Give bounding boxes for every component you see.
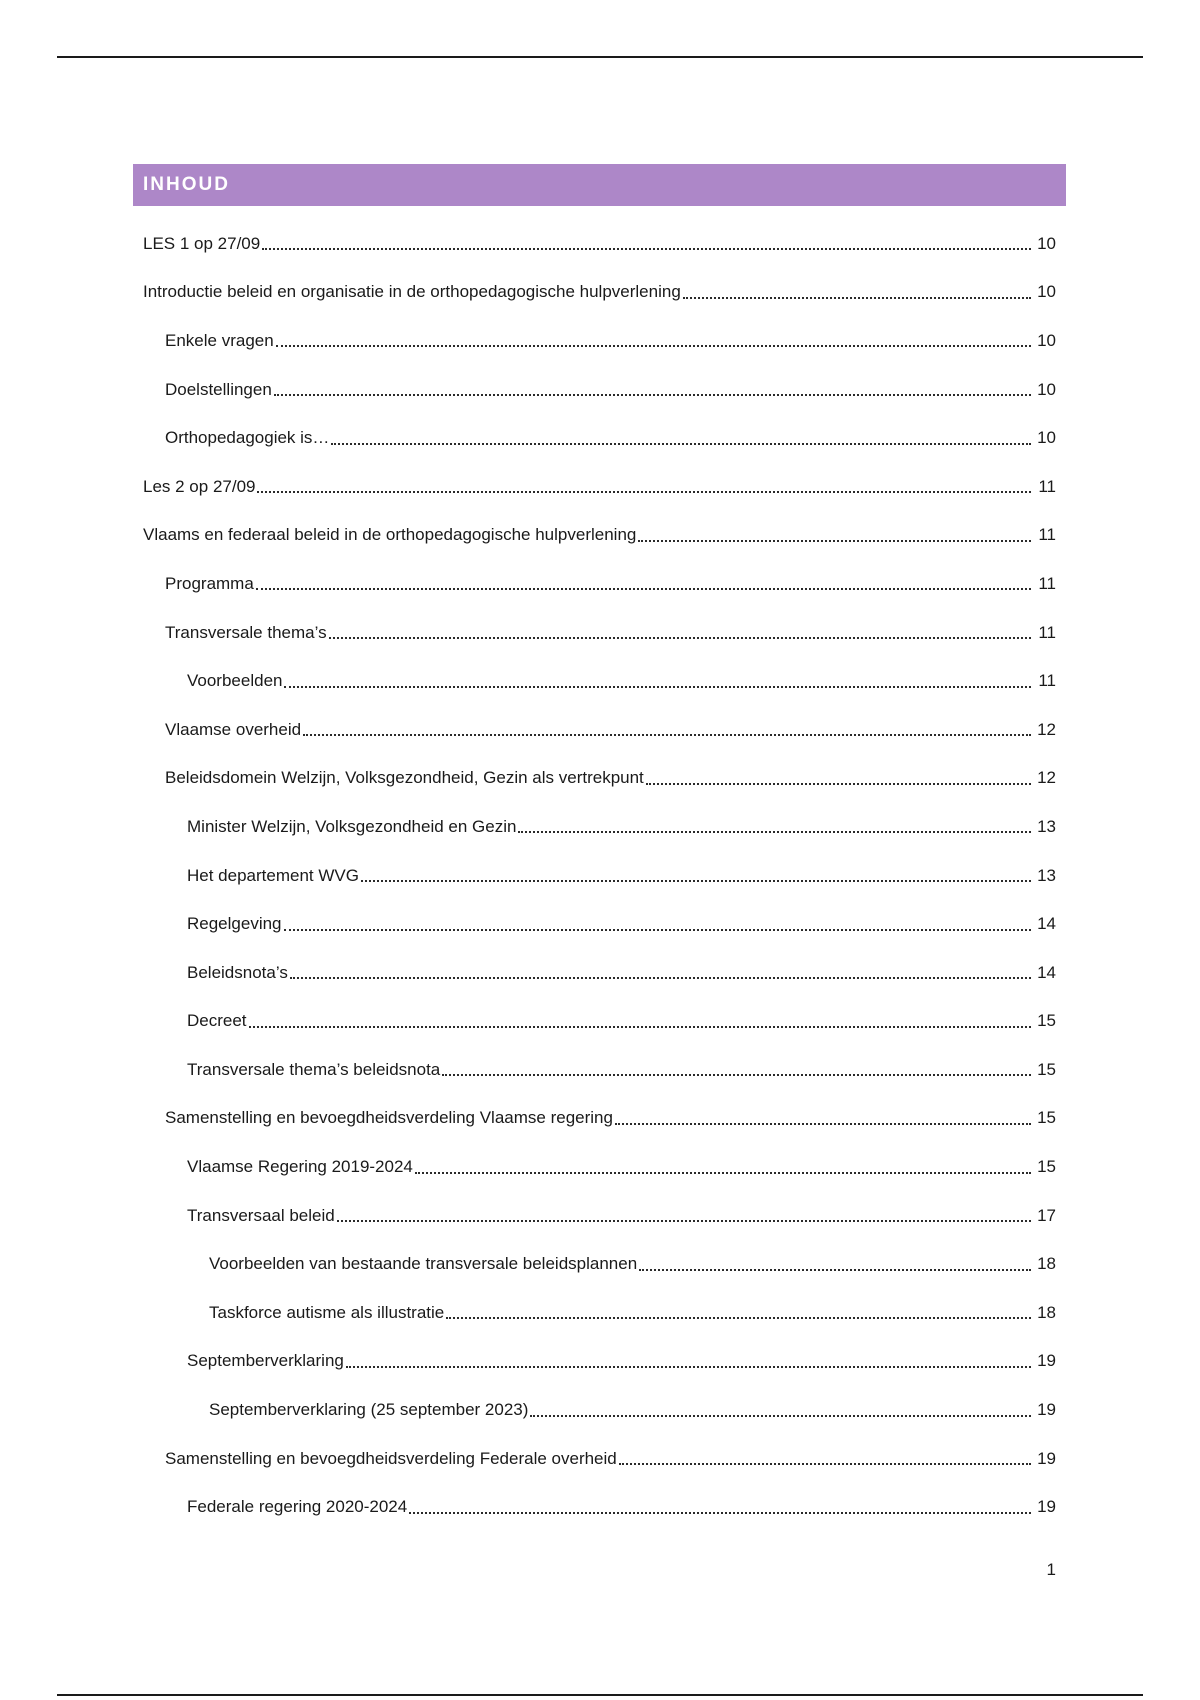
toc-dot-leader bbox=[331, 443, 1031, 445]
toc-entry-title: Septemberverklaring (25 september 2023) bbox=[209, 1400, 529, 1420]
toc-entry-page: 19 bbox=[1037, 1497, 1056, 1517]
toc-entry-page: 18 bbox=[1037, 1254, 1056, 1274]
toc-entry-page: 15 bbox=[1037, 1157, 1056, 1177]
toc-entry-title: Doelstellingen bbox=[165, 379, 272, 399]
toc-dot-leader bbox=[303, 734, 1031, 736]
toc-entry[interactable] bbox=[143, 997, 1056, 1046]
toc-dot-leader bbox=[337, 1220, 1031, 1222]
toc-entry-page: 12 bbox=[1037, 768, 1056, 788]
toc-entry-page: 11 bbox=[1038, 622, 1056, 642]
toc-entry-page: 15 bbox=[1037, 1059, 1056, 1079]
toc-heading: INHOUD bbox=[143, 174, 230, 195]
toc-entry[interactable] bbox=[143, 413, 1056, 462]
toc-dot-leader bbox=[329, 637, 1031, 639]
toc-entry-page: 10 bbox=[1037, 330, 1056, 350]
toc-entry-page: 10 bbox=[1037, 379, 1056, 399]
toc-entry-page: 19 bbox=[1037, 1351, 1056, 1371]
toc-entry[interactable] bbox=[143, 948, 1056, 997]
toc-entry[interactable] bbox=[143, 1337, 1056, 1386]
toc-entry[interactable] bbox=[143, 754, 1056, 803]
toc-entry-title: Voorbeelden bbox=[187, 671, 283, 691]
toc-dot-leader bbox=[683, 297, 1031, 299]
toc-entry-title: Vlaamse Regering 2019-2024 bbox=[187, 1157, 413, 1177]
toc-entry[interactable] bbox=[143, 1239, 1056, 1288]
toc-entry-title: Les 2 op 27/09 bbox=[143, 476, 256, 496]
toc-dot-leader bbox=[638, 540, 1031, 542]
header-rule bbox=[57, 56, 1143, 58]
toc-entry-page: 11 bbox=[1038, 573, 1056, 593]
toc-entry[interactable] bbox=[143, 365, 1056, 414]
toc-entry-page: 17 bbox=[1037, 1205, 1056, 1225]
toc-entry-title: Vlaamse overheid bbox=[165, 719, 302, 739]
toc-entry-page: 14 bbox=[1037, 962, 1056, 982]
toc-entry-title: Orthopedagogiek is… bbox=[165, 428, 330, 448]
toc-entry-title: Programma bbox=[165, 573, 254, 593]
toc-entry[interactable] bbox=[143, 559, 1056, 608]
toc-entry[interactable] bbox=[143, 656, 1056, 705]
toc-dot-leader bbox=[274, 394, 1031, 396]
toc-entry-title: Samenstelling en bevoegdheidsverdeling Vlaamse regering bbox=[165, 1108, 613, 1128]
toc-entry[interactable] bbox=[143, 316, 1056, 365]
toc-entry-page: 12 bbox=[1037, 719, 1056, 739]
toc-entry[interactable] bbox=[143, 1142, 1056, 1191]
toc-entry[interactable] bbox=[143, 268, 1056, 317]
toc-dot-leader bbox=[346, 1366, 1031, 1368]
toc-entry-page: 13 bbox=[1037, 865, 1056, 885]
toc-entry-page: 18 bbox=[1037, 1302, 1056, 1322]
toc-entry-title: Samenstelling en bevoegdheidsverdeling Federale overheid bbox=[165, 1448, 617, 1468]
toc-entry[interactable] bbox=[143, 1482, 1056, 1531]
toc-entry-title: Taskforce autisme als illustratie bbox=[209, 1302, 445, 1322]
toc-entry[interactable] bbox=[143, 608, 1056, 657]
toc-entry[interactable] bbox=[143, 1191, 1056, 1240]
toc-dot-leader bbox=[615, 1123, 1031, 1125]
toc-entry[interactable] bbox=[143, 851, 1056, 900]
toc-dot-leader bbox=[276, 345, 1031, 347]
toc-dot-leader bbox=[446, 1317, 1031, 1319]
toc-entry[interactable] bbox=[143, 511, 1056, 560]
toc-entry-page: 11 bbox=[1038, 671, 1056, 691]
toc-entry-title: Transversale thema’s beleidsnota bbox=[187, 1059, 441, 1079]
toc-entry-page: 10 bbox=[1037, 428, 1056, 448]
toc-entry[interactable] bbox=[143, 705, 1056, 754]
toc-dot-leader bbox=[284, 686, 1031, 688]
toc-entry[interactable] bbox=[143, 1045, 1056, 1094]
toc-entry-page: 15 bbox=[1037, 1011, 1056, 1031]
toc-entry-page: 10 bbox=[1037, 233, 1056, 253]
toc-dot-leader bbox=[256, 588, 1031, 590]
toc-dot-leader bbox=[284, 929, 1031, 931]
toc-entry[interactable] bbox=[143, 899, 1056, 948]
toc-entry[interactable] bbox=[143, 802, 1056, 851]
toc-entry-title: Regelgeving bbox=[187, 914, 282, 934]
toc-entry-title: Vlaams en federaal beleid in de orthopedagogische hulpverlening bbox=[143, 525, 637, 545]
toc-entry-title: LES 1 op 27/09 bbox=[143, 233, 261, 253]
toc-entry-title: Voorbeelden van bestaande transversale beleidsplannen bbox=[209, 1254, 638, 1274]
toc-entry-title: Transversale thema’s bbox=[165, 622, 327, 642]
toc-entry-title: Enkele vragen bbox=[165, 330, 274, 350]
toc-dot-leader bbox=[619, 1463, 1031, 1465]
toc-entry-page: 11 bbox=[1038, 476, 1056, 496]
toc-dot-leader bbox=[639, 1269, 1031, 1271]
toc-entry[interactable] bbox=[143, 219, 1056, 268]
toc-entry-page: 10 bbox=[1037, 282, 1056, 302]
table-of-contents bbox=[143, 219, 1056, 1531]
toc-entry-title: Beleidsnota’s bbox=[187, 962, 288, 982]
toc-entry[interactable] bbox=[143, 1434, 1056, 1483]
toc-dot-leader bbox=[361, 880, 1031, 882]
toc-entry-title: Decreet bbox=[187, 1011, 247, 1031]
toc-entry-page: 11 bbox=[1038, 525, 1056, 545]
toc-dot-leader bbox=[409, 1512, 1031, 1514]
toc-entry-title: Beleidsdomein Welzijn, Volksgezondheid, Gezin als vertrekpunt bbox=[165, 768, 644, 788]
toc-entry[interactable] bbox=[143, 1094, 1056, 1143]
footer-rule bbox=[57, 1694, 1143, 1696]
toc-entry-title: Introductie beleid en organisatie in de orthopedagogische hulpverlening bbox=[143, 282, 681, 302]
toc-entry-title: Minister Welzijn, Volksgezondheid en Gezin bbox=[187, 816, 517, 836]
toc-entry[interactable] bbox=[143, 462, 1056, 511]
toc-dot-leader bbox=[530, 1415, 1031, 1417]
toc-dot-leader bbox=[518, 831, 1031, 833]
toc-dot-leader bbox=[262, 248, 1031, 250]
toc-entry-page: 13 bbox=[1037, 816, 1056, 836]
toc-entry-title: Federale regering 2020-2024 bbox=[187, 1497, 408, 1517]
toc-dot-leader bbox=[257, 491, 1031, 493]
toc-dot-leader bbox=[415, 1172, 1031, 1174]
toc-entry-page: 14 bbox=[1037, 914, 1056, 934]
toc-dot-leader bbox=[249, 1026, 1031, 1028]
toc-entry-title: Het departement WVG bbox=[187, 865, 359, 885]
toc-entry[interactable] bbox=[143, 1288, 1056, 1337]
toc-entry-title: Transversaal beleid bbox=[187, 1205, 335, 1225]
toc-entry-page: 15 bbox=[1037, 1108, 1056, 1128]
toc-entry-title: Septemberverklaring bbox=[187, 1351, 344, 1371]
toc-dot-leader bbox=[290, 977, 1031, 979]
page-number: 1 bbox=[1046, 1560, 1056, 1579]
toc-entry-page: 19 bbox=[1037, 1400, 1056, 1420]
toc-dot-leader bbox=[442, 1074, 1031, 1076]
toc-heading-bar bbox=[133, 164, 1066, 206]
toc-entry[interactable] bbox=[143, 1385, 1056, 1434]
toc-dot-leader bbox=[646, 783, 1031, 785]
toc-entry-page: 19 bbox=[1037, 1448, 1056, 1468]
